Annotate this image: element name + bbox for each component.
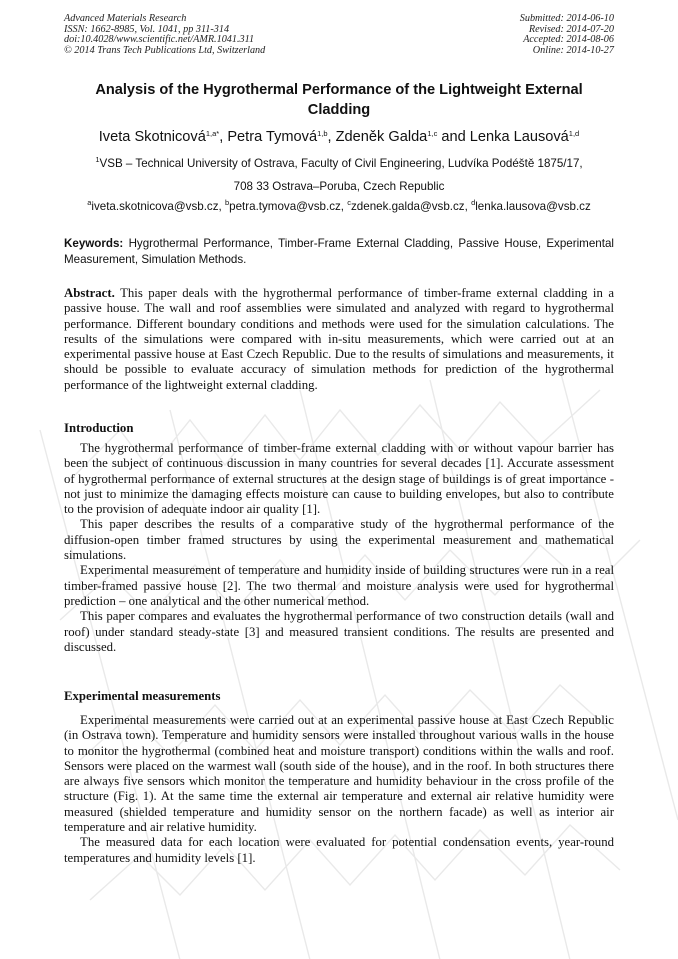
abstract-paragraph: [64, 286, 614, 393]
introduction-heading: Introduction: [64, 421, 134, 435]
abstract-label: Abstract.: [64, 286, 115, 300]
experimental-heading: Experimental measurements: [64, 689, 221, 703]
journal-info: [64, 14, 265, 57]
experimental-section: [64, 713, 614, 866]
email-link[interactable]: zdenek.galda@vsb.cz: [351, 200, 465, 213]
email-link[interactable]: lenka.lausova@vsb.cz: [475, 200, 591, 213]
author-separator: and: [437, 129, 470, 145]
author-name: Petra Tymová: [227, 129, 318, 145]
date-revised: Revised: 2014-07-20: [528, 23, 614, 35]
author-list: [40, 127, 638, 147]
abstract-text: This paper deals with the hygrothermal performance of timber-frame external cladding in a passive house. The wall and roof assemblies were simulated and analyzed with regard to hygrothermal performance. Different boundary conditions and methods were used for the simulation calculations. The results of the simulations were compared with in-situ measurements, which were carried out at an experimental passive house at East Czech Republic. Due to the results of simulations and measurements, it should be possible to evaluate accuracy of simulation methods for prediction of the hygrothermal performance of the lightweight external cladding.: [64, 286, 614, 392]
introduction-paragraph: The hygrothermal performance of timber-frame external cladding with or without vapour barrier has been the subject of continuous discussion in many countries for several decades [1]. Accurate assessment of hygrothermal performance of external structures at the design stage of buildings is of great importance - not just to minimize the damaging effects moisture can cause to building envelopes, but also to contribute to the provision of adequate indoor air quality [1].: [64, 441, 614, 517]
author-name: Lenka Lausová: [469, 129, 569, 145]
abstract: [64, 286, 614, 393]
email-superscript: d: [471, 198, 476, 207]
date-submitted: Submitted: 2014-06-10: [519, 13, 614, 24]
date-accepted: Accepted: 2014-08-06: [523, 34, 614, 46]
keywords-label: Keywords:: [64, 237, 124, 250]
journal-issn: ISSN: 1662-8985, Vol. 1041, pp 311-314: [64, 23, 230, 35]
publication-dates: [520, 14, 614, 57]
introduction-section: [64, 441, 614, 655]
keywords-text: Hygrothermal Performance, Timber-Frame External Cladding, Passive House, Experimental Measurement, Simulation Methods.: [64, 237, 614, 266]
experimental-paragraph: Experimental measurements were carried out at an experimental passive house at East Czech Republic (in Ostrava town). Temperature and humidity sensors were installed throughout various walls in the house to monitor the hygrothermal (combined heat and moisture transport) conditions within the walls and roof. Sensors were placed on the warmest wall (south side of the house), and in the roof. In both structures there are always five sensors which monitor the temperature and humidity behaviour in the cross profile of the structure (Fig. 1). At the same time the external air temperature and external air relative humidity were measured (shielded temperature and humidity sensor on the northern facade) as well as interior air temperature and air relative humidity.: [64, 713, 614, 835]
author-superscript: 1,d: [568, 129, 580, 138]
affiliation-line-2: 708 33 Ostrava–Poruba, Czech Republic: [233, 180, 445, 193]
introduction-paragraph: This paper describes the results of a comparative study of the hygrothermal performance of the diffusion-open timber framed structures by using the experimental measurement and mathematical simulations.: [64, 517, 614, 563]
date-online: Online: 2014-10-27: [532, 45, 614, 57]
journal-name: Advanced Materials Research: [64, 13, 187, 24]
author-name: Zdeněk Galda: [335, 129, 428, 145]
affiliation-line-1: [40, 157, 638, 171]
email-superscript: c: [347, 198, 351, 207]
author-separator: ,: [219, 129, 228, 145]
introduction-paragraph: This paper compares and evaluates the hygrothermal performance of two construction details (wall and roof) under standard steady-state [3] and measured transient conditions. The results are presented and discussed.: [64, 609, 614, 654]
author-name: Iveta Skotnicová: [98, 129, 206, 145]
email-link[interactable]: petra.tymova@vsb.cz: [229, 200, 341, 213]
email-superscript: b: [224, 198, 230, 207]
author-superscript: 1,c: [427, 129, 438, 138]
email-link[interactable]: iveta.skotnicova@vsb.cz: [91, 200, 219, 213]
introduction-paragraph: Experimental measurement of temperature and humidity inside of building structures were run in a real timber-framed passive house [2]. The two thermal and moisture analysis were used for hygrothermal prediction – one analytical and the other numerical method.: [64, 563, 614, 608]
affiliation-text: VSB – Technical University of Ostrava, Faculty of Civil Engineering, Ludvíka Podéště 1875/17,: [99, 157, 583, 170]
email-superscript: a: [87, 198, 92, 207]
paper-title: Analysis of the Hygrothermal Performance of the Lightweight External Cladding: [95, 82, 583, 118]
keywords: [64, 236, 614, 268]
journal-copyright: © 2014 Trans Tech Publications Ltd, Switzerland: [64, 45, 266, 57]
affiliation-superscript: 1: [95, 155, 100, 164]
journal-doi: doi:10.4028/www.scientific.net/AMR.1041.311: [64, 34, 255, 46]
author-separator: ,: [327, 129, 336, 145]
experimental-paragraph: The measured data for each location were evaluated for potential condensation events, year-round temperatures and humidity levels [1].: [64, 835, 614, 865]
author-emails: $^a$iveta.skotnicova@vsb.cz, $^b$petra.tymova@vsb.cz, $^c$zdenek.galda@vsb.cz, $^d$lenka.lausova@vsb.cz: [87, 198, 591, 213]
author-superscript: 1,a*: [205, 129, 220, 138]
author-superscript: 1,b: [317, 129, 328, 138]
